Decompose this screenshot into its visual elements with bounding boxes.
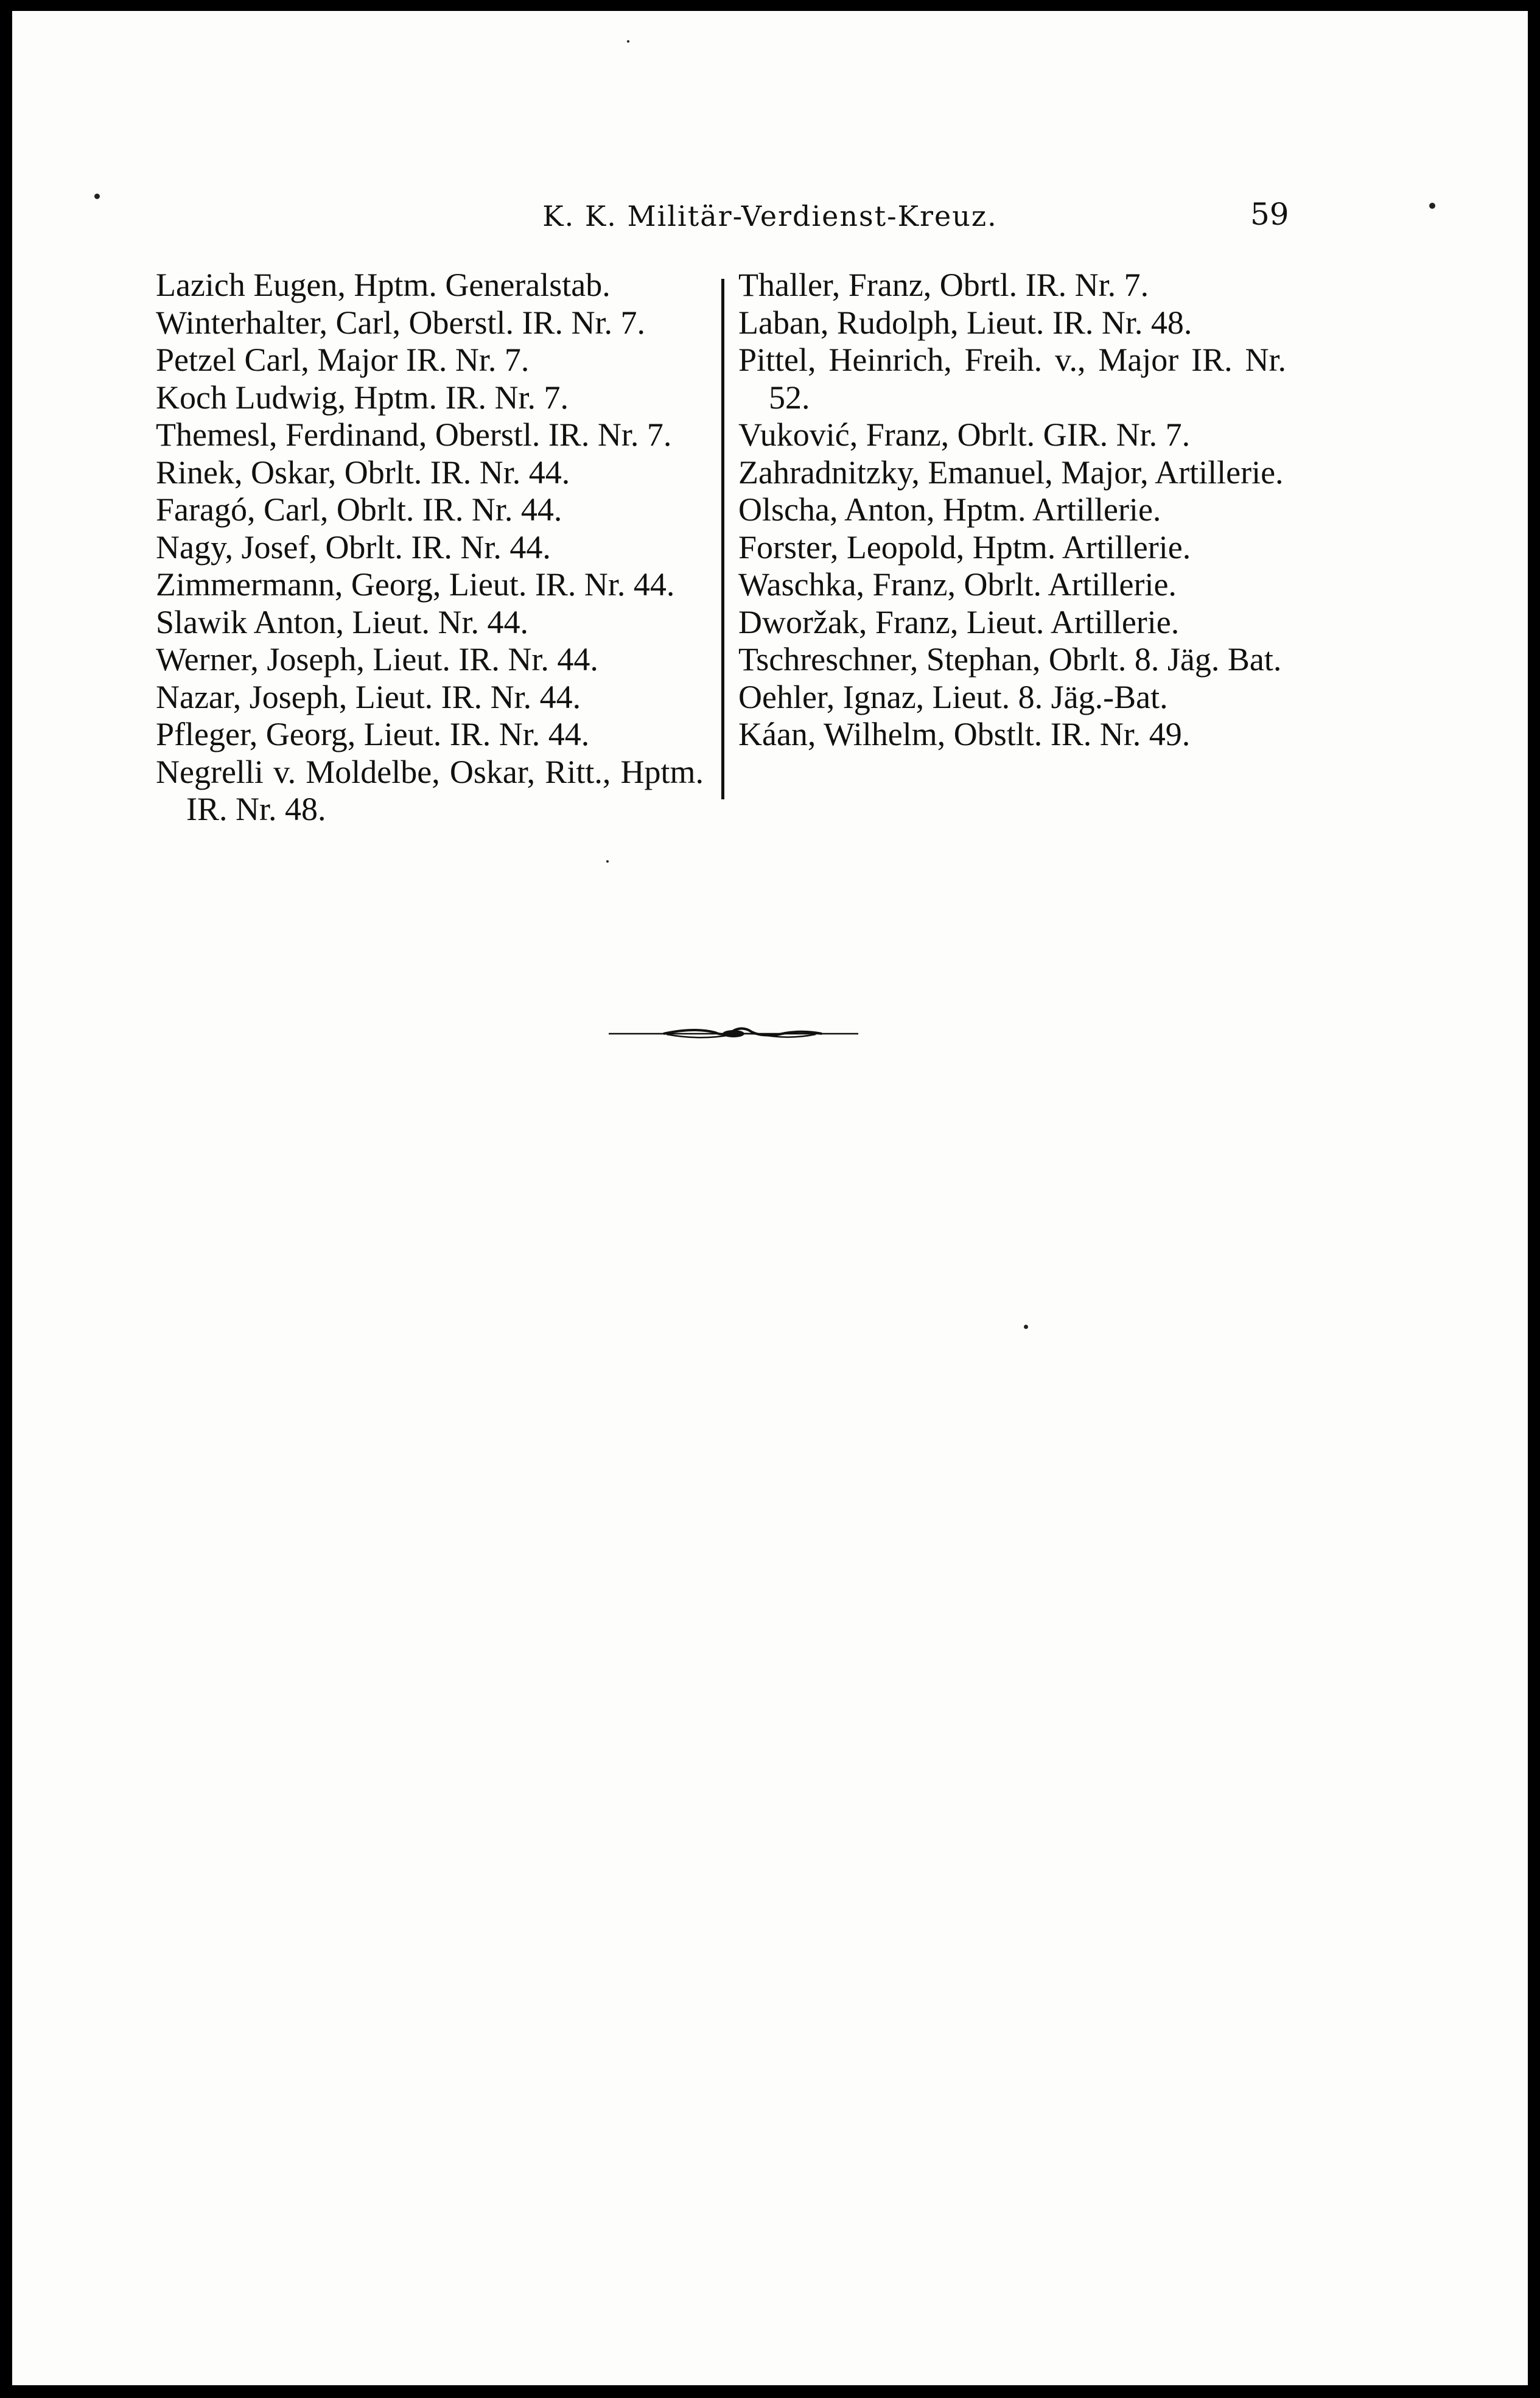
page-number: 59 — [1250, 197, 1289, 232]
list-item: Pittel, Heinrich, Freih. v., Major IR. Nr. 52. — [738, 342, 1286, 416]
list-item: Thaller, Franz, Obrtl. IR. Nr. 7. — [738, 267, 1149, 303]
list-item: Faragó, Carl, Obrlt. IR. Nr. 44. — [156, 491, 562, 528]
right-column — [738, 267, 1286, 754]
list-item: Pfleger, Georg, Lieut. IR. Nr. 44. — [156, 716, 590, 752]
list-item: Oehler, Ignaz, Lieut. 8. Jäg.-Bat. — [738, 678, 1168, 715]
list-item: Dworžak, Franz, Lieut. Artillerie. — [738, 603, 1180, 640]
list-item: Winterhalter, Carl, Oberstl. IR. Nr. 7. — [156, 304, 645, 341]
column-divider — [721, 279, 724, 799]
list-item: Themesl, Ferdinand, Oberstl. IR. Nr. 7. — [156, 416, 672, 453]
paper-speck — [627, 40, 629, 43]
list-item: Negrelli v. Moldelbe, Oskar, Ritt., Hptm. IR. Nr. 48. — [156, 753, 704, 827]
list-item: Werner, Joseph, Lieut. IR. Nr. 44. — [156, 641, 598, 678]
paper-speck — [1429, 203, 1435, 209]
list-item: Zimmermann, Georg, Lieut. IR. Nr. 44. — [156, 566, 675, 603]
paper-speck — [94, 194, 100, 199]
left-column — [156, 267, 704, 829]
running-header: K. K. Militär-Verdienst-Kreuz. — [542, 200, 998, 233]
page — [12, 11, 1528, 2385]
list-item: Nagy, Josef, Obrlt. IR. Nr. 44. — [156, 528, 551, 566]
list-item: Laban, Rudolph, Lieut. IR. Nr. 48. — [738, 304, 1192, 341]
list-item: Vuković, Franz, Obrlt. GIR. Nr. 7. — [738, 416, 1191, 453]
list-item: Lazich Eugen, Hptm. Generalstab. — [156, 267, 611, 303]
paper-speck — [606, 860, 609, 863]
list-item: Nazar, Joseph, Lieut. IR. Nr. 44. — [156, 678, 581, 715]
list-item: Tschreschner, Stephan, Obrlt. 8. Jäg. Bat. — [738, 641, 1282, 678]
decorative-tailpiece-icon — [609, 1025, 858, 1043]
list-item: Slawik Anton, Lieut. Nr. 44. — [156, 603, 528, 640]
list-item: Káan, Wilhelm, Obstlt. IR. Nr. 49. — [738, 716, 1191, 752]
list-item: Olscha, Anton, Hptm. Artillerie. — [738, 491, 1161, 528]
list-item: Waschka, Franz, Obrlt. Artillerie. — [738, 566, 1177, 603]
list-item: Koch Ludwig, Hptm. IR. Nr. 7. — [156, 379, 569, 416]
paper-speck — [1024, 1325, 1028, 1329]
list-item: Zahradnitzky, Emanuel, Major, Artillerie. — [738, 454, 1284, 491]
list-item: Petzel Carl, Major IR. Nr. 7. — [156, 342, 530, 378]
list-item: Forster, Leopold, Hptm. Artillerie. — [738, 528, 1191, 566]
list-item: Rinek, Oskar, Obrlt. IR. Nr. 44. — [156, 454, 570, 491]
